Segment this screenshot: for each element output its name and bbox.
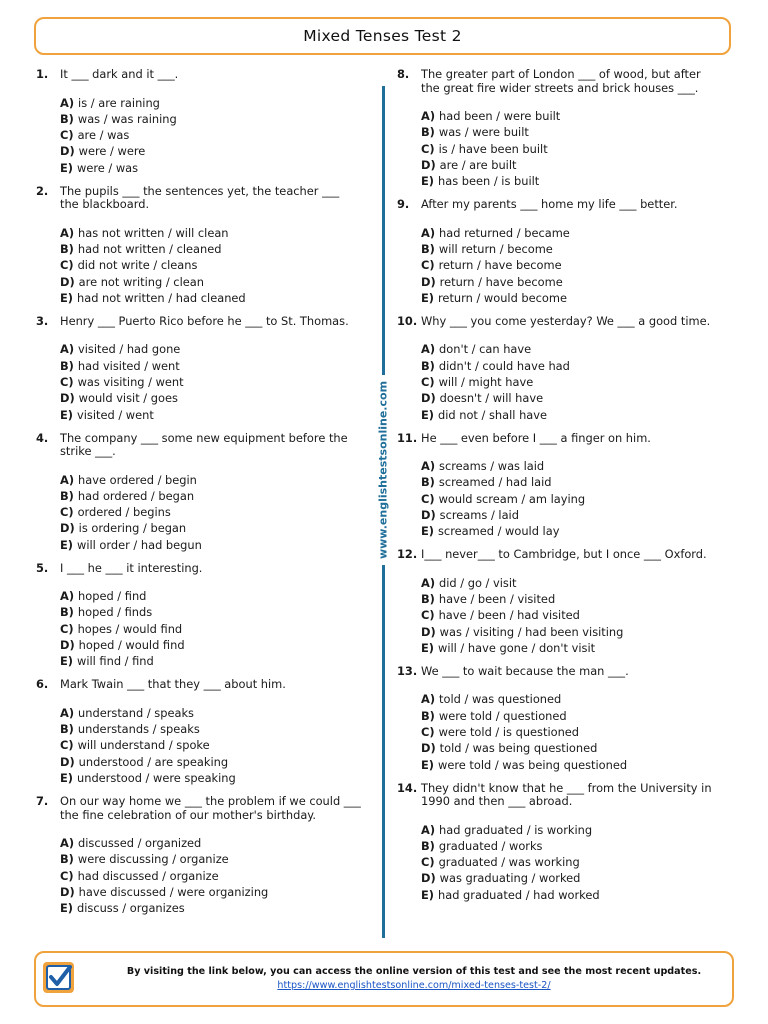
option-text: discuss / organizes — [77, 901, 185, 916]
option-letter: E) — [421, 887, 434, 902]
option-letter: B) — [421, 591, 435, 606]
option-text: return / have become — [438, 258, 562, 273]
option-letter: C) — [60, 868, 74, 883]
answer-options — [397, 458, 722, 539]
option-text: don't / can have — [439, 342, 532, 357]
option-letter: D) — [421, 391, 436, 406]
option-letter: C) — [60, 621, 74, 636]
answer-option — [421, 822, 722, 838]
option-text: has been / is built — [438, 174, 540, 189]
option-letter: B) — [421, 125, 435, 140]
question-stem — [36, 562, 361, 576]
answer-option — [421, 257, 722, 273]
option-letter: A) — [421, 459, 436, 474]
option-text: had ordered / began — [77, 488, 195, 503]
option-letter: A) — [421, 692, 436, 707]
option-text: will find / find — [77, 654, 154, 669]
answer-option — [421, 640, 722, 656]
option-letter: E) — [60, 160, 73, 175]
answer-option — [60, 390, 361, 406]
answer-option — [60, 504, 361, 520]
option-letter: E) — [421, 174, 434, 189]
answer-option — [60, 770, 361, 786]
option-letter: A) — [60, 589, 75, 604]
option-text: understood / were speaking — [77, 771, 236, 786]
option-letter: C) — [60, 128, 74, 143]
question-number: 12. — [397, 547, 418, 562]
option-letter: E) — [60, 771, 73, 786]
option-text: did not write / cleans — [77, 258, 198, 273]
answer-option — [60, 604, 361, 620]
option-text: hoped / would find — [78, 638, 185, 653]
answer-option — [60, 341, 361, 357]
answer-options — [397, 691, 722, 772]
option-text: had visited / went — [77, 358, 180, 373]
question — [36, 68, 361, 176]
question-stem — [36, 315, 361, 329]
question-text: I___ never___ to Cambridge, but I once ___ Oxford. — [421, 547, 707, 562]
answer-option — [421, 491, 722, 507]
question-number: 6. — [36, 677, 49, 692]
option-text: doesn't / will have — [439, 391, 544, 406]
option-text: have discussed / were organizing — [78, 884, 269, 899]
answer-option — [421, 173, 722, 189]
option-letter: A) — [60, 836, 75, 851]
option-letter: E) — [60, 537, 73, 552]
question-stem — [397, 548, 722, 562]
answer-option — [421, 458, 722, 474]
option-text: screams / was laid — [439, 459, 545, 474]
question-number: 7. — [36, 794, 49, 809]
answer-option — [421, 624, 722, 640]
question-number: 2. — [36, 183, 49, 198]
option-text: are / was — [77, 128, 130, 143]
option-letter: E) — [60, 290, 73, 305]
right-question-column — [397, 68, 722, 912]
answer-option — [421, 757, 722, 773]
option-letter: E) — [60, 654, 73, 669]
option-letter: E) — [421, 524, 434, 539]
option-letter: A) — [421, 225, 436, 240]
question — [397, 548, 722, 656]
option-text: graduated / works — [438, 838, 543, 853]
question — [36, 315, 361, 423]
title-box — [34, 17, 731, 55]
answer-option — [421, 241, 722, 257]
option-text: will / have gone / don't visit — [438, 640, 596, 655]
answer-option — [421, 290, 722, 306]
answer-option — [60, 520, 361, 536]
question-text: Henry ___ Puerto Rico before he ___ to St. Thomas. — [60, 313, 349, 328]
option-text: hoped / find — [78, 589, 147, 604]
option-letter: C) — [421, 724, 435, 739]
option-text: are / are built — [439, 157, 517, 172]
answer-option — [421, 870, 722, 886]
answer-option — [60, 737, 361, 753]
answer-option — [60, 884, 361, 900]
answer-option — [421, 390, 722, 406]
answer-option — [60, 257, 361, 273]
option-letter: A) — [421, 109, 436, 123]
question — [397, 665, 722, 773]
option-letter: D) — [421, 274, 436, 289]
option-text: had returned / became — [439, 225, 570, 240]
option-letter: C) — [421, 141, 435, 156]
answer-option — [421, 575, 722, 591]
question-text: We ___ to wait because the man ___. — [421, 663, 629, 678]
answer-options — [36, 705, 361, 786]
answer-option — [421, 708, 722, 724]
answer-option — [60, 127, 361, 143]
question-text: I ___ he ___ it interesting. — [60, 560, 203, 575]
answer-option — [60, 274, 361, 290]
question-stem — [36, 678, 361, 692]
answer-option — [60, 705, 361, 721]
option-letter: E) — [421, 757, 434, 772]
answer-option — [60, 111, 361, 127]
question — [36, 432, 361, 553]
answer-option — [60, 290, 361, 306]
option-text: understood / are speaking — [78, 754, 229, 769]
option-letter: C) — [421, 374, 435, 389]
answer-option — [421, 157, 722, 173]
option-text: did / go / visit — [439, 575, 517, 590]
option-text: hopes / would find — [77, 621, 183, 636]
answer-option — [60, 143, 361, 159]
answer-options — [36, 341, 361, 422]
answer-options — [36, 225, 361, 306]
question-number: 14. — [397, 780, 418, 795]
question-text: On our way home we ___ the problem if we could ___ the fine celebration of our mother's birthday. — [60, 794, 361, 822]
answer-options — [36, 472, 361, 553]
answer-option — [421, 274, 722, 290]
option-text: visited / went — [77, 407, 154, 422]
option-text: did not / shall have — [438, 407, 548, 422]
option-text: discussed / organized — [78, 836, 202, 851]
answer-option — [60, 653, 361, 669]
option-text: screamed / had laid — [438, 475, 552, 490]
question-stem — [36, 185, 361, 212]
option-letter: B) — [60, 722, 74, 737]
answer-options — [36, 95, 361, 176]
option-text: would scream / am laying — [438, 491, 586, 506]
option-text: had discussed / organize — [77, 868, 219, 883]
option-letter: C) — [421, 608, 435, 623]
question-number: 11. — [397, 430, 418, 445]
option-text: were told / was being questioned — [438, 757, 628, 772]
option-letter: A) — [60, 225, 75, 240]
option-text: hoped / finds — [77, 605, 153, 620]
option-text: have / been / had visited — [438, 608, 580, 623]
option-text: would visit / goes — [78, 391, 178, 406]
question-number: 4. — [36, 430, 49, 445]
answer-option — [421, 341, 722, 357]
question-stem — [397, 782, 722, 809]
footer-note: By visiting the link below, you can access the online version of this test and see the most recent updates. — [126, 966, 702, 977]
question-stem — [397, 315, 722, 329]
question-number: 3. — [36, 313, 49, 328]
option-letter: B) — [60, 358, 74, 373]
answer-option — [421, 724, 722, 740]
answer-option — [421, 407, 722, 423]
answer-option — [60, 621, 361, 637]
option-text: were discussing / organize — [77, 852, 229, 867]
answer-option — [421, 838, 722, 854]
option-text: are not writing / clean — [78, 274, 204, 289]
answer-option — [421, 591, 722, 607]
answer-options — [36, 588, 361, 669]
option-text: screamed / would lay — [438, 524, 560, 539]
answer-option — [421, 124, 722, 140]
question-number: 9. — [397, 197, 410, 212]
question-text: After my parents ___ home my life ___ better. — [421, 197, 678, 212]
answer-option — [60, 588, 361, 604]
option-letter: C) — [60, 374, 74, 389]
question-stem — [397, 68, 722, 95]
option-letter: C) — [60, 258, 74, 273]
option-letter: A) — [421, 822, 436, 837]
option-text: is / are raining — [78, 95, 160, 110]
option-text: told / was being questioned — [439, 741, 598, 756]
question — [36, 185, 361, 306]
option-text: have / been / visited — [438, 591, 556, 606]
side-url: www.englishtestsonline.com — [377, 375, 390, 565]
option-letter: A) — [60, 472, 75, 487]
answer-option — [60, 868, 361, 884]
answer-option — [60, 754, 361, 770]
answer-option — [421, 854, 722, 870]
option-letter: C) — [60, 738, 74, 753]
question-text: The greater part of London ___ of wood, but after the great fire wider streets and brick houses ___. — [421, 67, 701, 95]
option-text: visited / had gone — [78, 342, 181, 357]
option-text: told / was questioned — [439, 692, 562, 707]
answer-option — [60, 407, 361, 423]
question — [36, 562, 361, 670]
option-letter: D) — [60, 754, 75, 769]
answer-option — [421, 691, 722, 707]
option-letter: D) — [421, 157, 436, 172]
option-letter: E) — [60, 407, 73, 422]
question-text: Why ___ you come yesterday? We ___ a good time. — [421, 313, 711, 328]
option-letter: D) — [60, 144, 75, 159]
question-stem — [397, 198, 722, 212]
question-stem — [397, 665, 722, 679]
option-text: will understand / spoke — [77, 738, 210, 753]
option-letter: B) — [421, 475, 435, 490]
option-text: ordered / begins — [77, 505, 171, 520]
option-text: had been / were built — [439, 109, 561, 123]
answer-option — [421, 225, 722, 241]
answer-option — [421, 507, 722, 523]
option-letter: D) — [421, 507, 436, 522]
option-letter: D) — [60, 884, 75, 899]
option-letter: B) — [421, 241, 435, 256]
option-letter: E) — [60, 901, 73, 916]
question — [397, 432, 722, 540]
question-number: 10. — [397, 313, 418, 328]
answer-option — [60, 160, 361, 176]
answer-option — [60, 374, 361, 390]
answer-option — [60, 358, 361, 374]
option-text: were / were — [78, 144, 146, 159]
option-text: were told / questioned — [438, 708, 567, 723]
option-letter: B) — [421, 358, 435, 373]
page-title: Mixed Tenses Test 2 — [303, 27, 462, 45]
option-letter: B) — [60, 605, 74, 620]
option-text: screams / laid — [439, 507, 519, 522]
option-text: has not written / will clean — [78, 225, 229, 240]
option-text: had not written / cleaned — [77, 241, 222, 256]
answer-option — [421, 141, 722, 157]
answer-options — [36, 835, 361, 916]
option-text: return / have become — [439, 274, 563, 289]
option-text: have ordered / begin — [78, 472, 197, 487]
checkbox-check-icon — [42, 961, 75, 994]
question — [397, 315, 722, 423]
option-letter: B) — [60, 241, 74, 256]
option-letter: A) — [60, 342, 75, 357]
option-letter: C) — [60, 505, 74, 520]
option-text: had graduated / had worked — [438, 887, 600, 902]
option-letter: A) — [421, 342, 436, 357]
option-letter: A) — [421, 575, 436, 590]
answer-options — [397, 822, 722, 903]
answer-options — [397, 108, 722, 189]
option-text: graduated / was working — [438, 855, 580, 870]
option-letter: E) — [421, 640, 434, 655]
option-text: will order / had begun — [77, 537, 202, 552]
answer-options — [397, 225, 722, 306]
question-text: They didn't know that he ___ from the University in 1990 and then ___ abroad. — [421, 780, 712, 809]
option-text: will / might have — [438, 374, 534, 389]
option-text: had graduated / is working — [439, 822, 593, 837]
answer-option — [60, 537, 361, 553]
option-letter: A) — [60, 705, 75, 720]
question — [36, 678, 361, 786]
question-text: The pupils ___ the sentences yet, the teacher ___ the blackboard. — [60, 183, 340, 212]
answer-option — [60, 472, 361, 488]
option-letter: D) — [60, 391, 75, 406]
option-letter: B) — [60, 488, 74, 503]
answer-option — [60, 835, 361, 851]
question-stem — [36, 432, 361, 459]
option-text: were / was — [77, 160, 139, 175]
option-text: was / visiting / had been visiting — [439, 624, 624, 639]
option-text: was / were built — [438, 125, 529, 140]
answer-option — [421, 358, 722, 374]
question-number: 13. — [397, 663, 418, 678]
answer-option — [421, 887, 722, 903]
option-letter: E) — [421, 290, 434, 305]
question-stem — [36, 795, 361, 822]
option-letter: D) — [60, 638, 75, 653]
option-text: will return / become — [438, 241, 553, 256]
footer-box — [34, 951, 734, 1007]
option-letter: D) — [60, 274, 75, 289]
option-letter: A) — [60, 95, 75, 110]
answer-option — [421, 740, 722, 756]
question-text: Mark Twain ___ that they ___ about him. — [60, 677, 286, 692]
answer-option — [421, 474, 722, 490]
answer-option — [421, 374, 722, 390]
question — [397, 68, 722, 189]
option-text: understand / speaks — [78, 705, 194, 720]
option-text: was / was raining — [77, 111, 177, 126]
question-number: 8. — [397, 67, 410, 81]
option-text: is / have been built — [438, 141, 548, 156]
option-letter: B) — [421, 708, 435, 723]
option-text: were told / is questioned — [438, 724, 580, 739]
option-text: is ordering / began — [78, 521, 187, 536]
answer-options — [397, 575, 722, 656]
answer-option — [60, 721, 361, 737]
option-letter: D) — [60, 521, 75, 536]
question-number: 5. — [36, 560, 49, 575]
question-number: 1. — [36, 67, 49, 81]
option-text: return / would become — [438, 290, 568, 305]
question-text: The company ___ some new equipment before the strike ___. — [60, 430, 348, 459]
option-letter: C) — [421, 855, 435, 870]
answer-option — [60, 900, 361, 916]
option-letter: E) — [421, 407, 434, 422]
option-text: understands / speaks — [77, 722, 200, 737]
option-letter: D) — [421, 624, 436, 639]
online-version-link[interactable]: https://www.englishtestsonline.com/mixed-tenses-test-2/ — [277, 980, 551, 991]
option-letter: D) — [421, 741, 436, 756]
left-question-column — [36, 68, 361, 925]
question — [397, 198, 722, 306]
option-letter: C) — [421, 258, 435, 273]
question — [397, 782, 722, 903]
option-letter: D) — [421, 871, 436, 886]
answer-option — [421, 108, 722, 124]
answer-options — [397, 341, 722, 422]
option-text: was visiting / went — [77, 374, 184, 389]
question-text: It ___ dark and it ___. — [60, 67, 179, 81]
option-letter: B) — [60, 111, 74, 126]
option-text: was graduating / worked — [439, 871, 581, 886]
option-text: had not written / had cleaned — [77, 290, 246, 305]
option-text: didn't / could have had — [438, 358, 570, 373]
answer-option — [60, 225, 361, 241]
option-letter: B) — [60, 852, 74, 867]
answer-option — [60, 637, 361, 653]
question-stem — [397, 432, 722, 446]
question-text: He ___ even before I ___ a finger on him. — [421, 430, 651, 445]
question — [36, 795, 361, 916]
answer-option — [421, 523, 722, 539]
answer-option — [60, 851, 361, 867]
option-letter: B) — [421, 838, 435, 853]
answer-option — [60, 241, 361, 257]
answer-option — [60, 95, 361, 111]
answer-option — [421, 607, 722, 623]
answer-option — [60, 488, 361, 504]
option-letter: C) — [421, 491, 435, 506]
question-stem — [36, 68, 361, 82]
